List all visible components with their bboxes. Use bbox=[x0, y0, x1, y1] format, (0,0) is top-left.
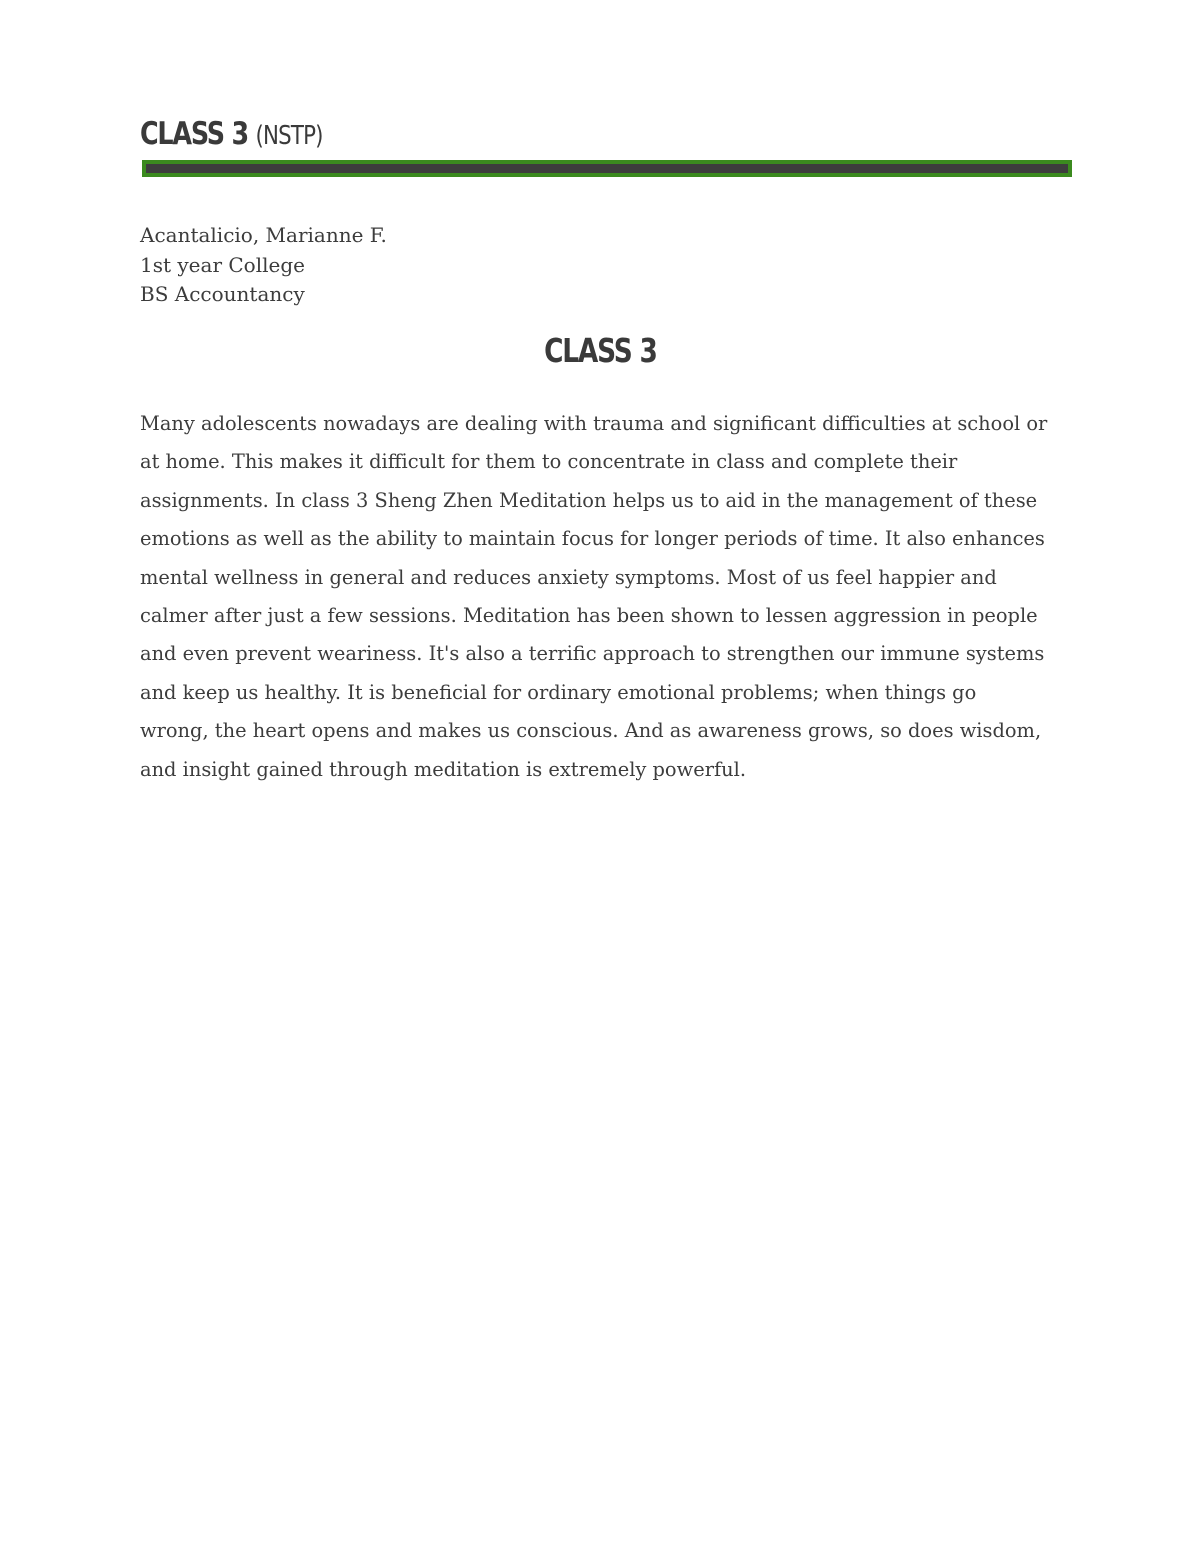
document-title bbox=[140, 112, 907, 158]
paragraph-line: and insight gained through meditation is extremely powerful. bbox=[140, 757, 747, 781]
paragraph-line: at home. This makes it difficult for them to concentrate in class and complete their bbox=[140, 450, 958, 474]
section-heading-text: CLASS 3 bbox=[543, 331, 657, 370]
author-year: 1st year College bbox=[140, 252, 305, 277]
paragraph-line: mental wellness in general and reduces anxiety symptoms. Most of us feel happier and bbox=[140, 565, 997, 589]
section-heading bbox=[0, 326, 1200, 376]
paragraph-line: calmer after just a few sessions. Meditation has been shown to lessen aggression in people bbox=[140, 604, 1038, 628]
author-course: BS Accountancy bbox=[140, 282, 305, 306]
title-text: CLASS 3 bbox=[140, 116, 248, 152]
body-paragraph bbox=[140, 405, 1070, 789]
paragraph-line: wrong, the heart opens and makes us conscious. And as awareness grows, so does wisdom, bbox=[140, 719, 1042, 743]
title-rule-divider bbox=[142, 160, 1072, 177]
paragraph-line: and even prevent weariness. It's also a terrific approach to strengthen our immune systems bbox=[140, 642, 1045, 666]
paragraph-line: assignments. In class 3 Sheng Zhen Meditation helps us to aid in the management of these bbox=[140, 488, 1038, 512]
author-name: Acantalicio, Marianne F. bbox=[140, 223, 387, 247]
paragraph-line: emotions as well as the ability to maintain focus for longer periods of time. It also enhances bbox=[140, 527, 1045, 551]
title-subtitle: (NSTP) bbox=[255, 121, 323, 151]
paragraph-line: and keep us healthy. It is beneficial for ordinary emotional problems; when things go bbox=[140, 680, 977, 704]
author-info bbox=[140, 221, 387, 310]
paragraph-line: Many adolescents nowadays are dealing with trauma and significant difficulties at school or bbox=[140, 412, 1048, 435]
document-header bbox=[140, 112, 1075, 158]
